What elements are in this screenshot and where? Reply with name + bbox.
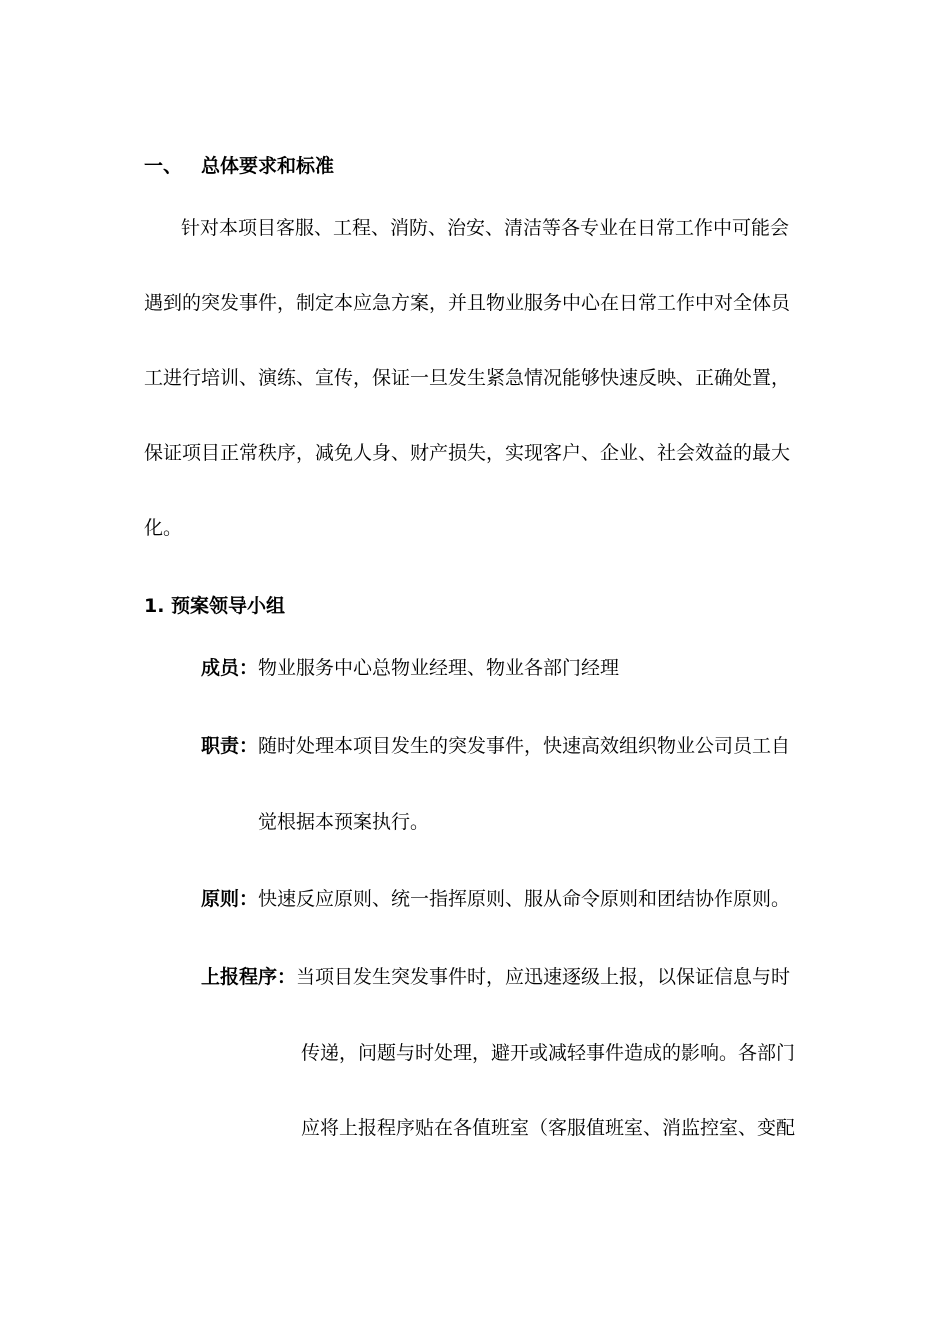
members-item [201,656,619,680]
reporting-text-line-1: 当项目发生突发事件时，应迅速逐级上报，以保证信息与时 [296,966,791,988]
members-label: 成员： [201,657,259,679]
section-title: 总体要求和标准 [201,155,335,177]
duties-text-line-2: 觉根据本预案执行。 [258,811,430,833]
reporting-label: 上报程序： [201,966,297,988]
reporting-item [201,965,790,989]
principles-item [201,887,790,911]
section-number: 一、 [144,155,183,177]
subsection-title: 1. 预案领导小组 [144,595,286,617]
intro-line-1: 针对本项目客服、工程、消防、治安、清洁等各专业在日常工作中可能会 [181,217,790,239]
principles-text: 快速反应原则、统一指挥原则、服从命令原则和团结协作原则。 [258,888,791,910]
reporting-text-line-2: 传递，问题与时处理，避开或减轻事件造成的影响。各部门 [301,1042,796,1064]
principles-label: 原则： [201,888,259,910]
intro-line-3: 工进行培训、演练、宣传，保证一旦发生紧急情况能够快速反映、正确处置， [144,367,791,389]
duties-label: 职责： [201,735,259,757]
intro-line-5: 化。 [144,517,183,539]
duties-item [201,734,790,758]
members-text: 物业服务中心总物业经理、物业各部门经理 [258,657,620,679]
intro-line-4: 保证项目正常秩序，减免人身、财产损失，实现客户、企业、社会效益的最大 [144,442,791,464]
reporting-text-line-3: 应将上报程序贴在各值班室（客服值班室、消监控室、变配 [301,1117,796,1139]
intro-line-2: 遇到的突发事件，制定本应急方案，并且物业服务中心在日常工作中对全体员 [144,292,791,314]
duties-text-line-1: 随时处理本项目发生的突发事件，快速高效组织物业公司员工自 [258,735,791,757]
